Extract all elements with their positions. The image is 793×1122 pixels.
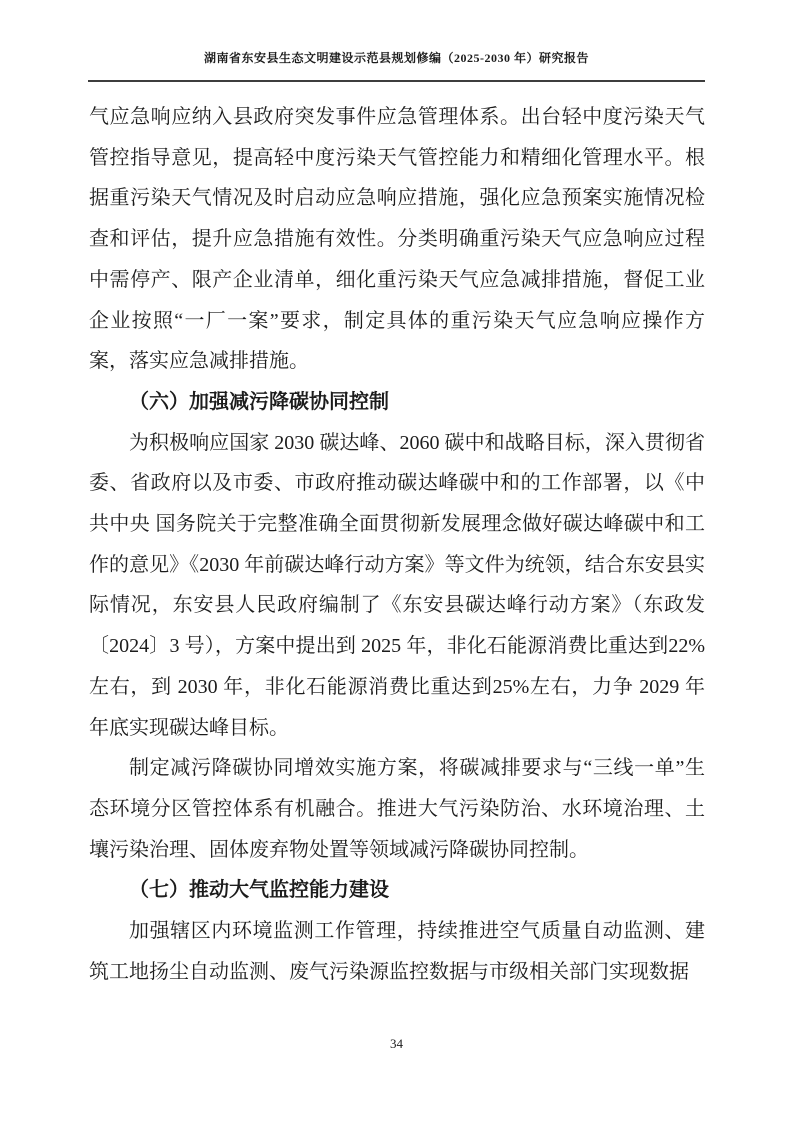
page-number: 34 (390, 1036, 403, 1051)
body-paragraph: 气应急响应纳入县政府突发事件应急管理体系。出台轻中度污染天气管控指导意见，提高轻中度污染天气管控能力和精细化管理水平。根据重污染天气情况及时启动应急响应措施，强化应急预案实施情况检查和评估，提升应急措施有效性。分类明确重污染天气应急响应过程中需停产、限产企业清单，细化重污染天气应急减排措施，督促工业企业按照“一厂一案”要求，制定具体的重污染天气应急响应操作方案，落实应急减排措施。 (89, 106, 705, 373)
document-body (89, 97, 705, 992)
body-paragraph: 制定减污降碳协同增效实施方案，将碳减排要求与“三线一单”生态环境分区管控体系有机融合。推进大气污染防治、水环境治理、土壤污染治理、固体废弃物处置等领域减污降碳协同控制。 (89, 757, 705, 861)
header-rule (88, 80, 705, 82)
page-footer (0, 1036, 793, 1052)
body-paragraph: 加强辖区内环境监测工作管理，持续推进空气质量自动监测、建筑工地扬尘自动监测、废气污染源监控数据与市级相关部门实现数据 (89, 920, 705, 983)
page-header-title: 湖南省东安县生态文明建设示范县规划修编（2025-2030 年）研究报告 (204, 51, 589, 65)
section-heading: （七）推动大气监控能力建设 (129, 879, 389, 902)
body-paragraph: 为积极响应国家 2030 碳达峰、2060 碳中和战略目标，深入贯彻省委、省政府以及市委、市政府推动碳达峰碳中和的工作部署，以《中共中央 国务院关于完整准确全面贯彻新发展理念做好碳达峰碳中和工作的意见》《2030 年前碳达峰行动方案》等文件为统领，结合东安县实际情况，东安县人民政府编制了《东安县碳达峰行动方案》（东政发〔2024〕3 号），方案中提出到 2025 年，非化石能源消费比重达到22%左右，到 2030 年，非化石能源消费比重达到25%左右，力争 2029 年年底实现碳达峰目标。 (89, 431, 705, 739)
section-heading: （六）加强减污降碳协同控制 (129, 390, 389, 413)
